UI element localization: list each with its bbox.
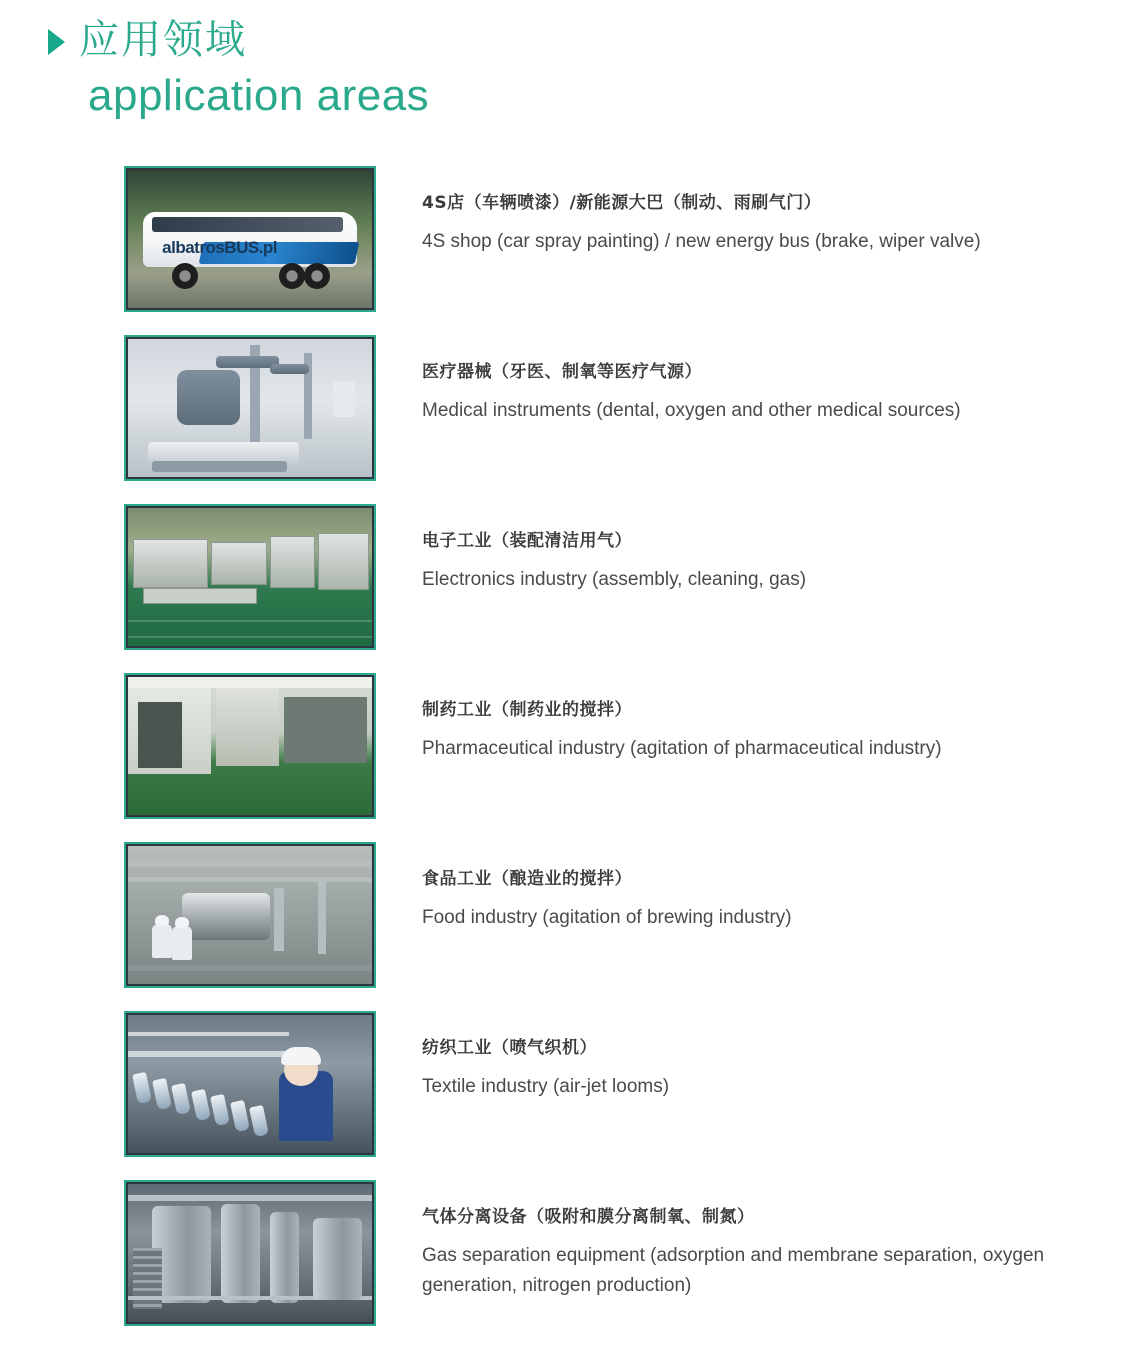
list-item <box>124 504 1142 652</box>
item-title-en: 4S shop (car spray painting) / new energy bus (brake, wiper valve) <box>422 231 981 253</box>
list-item <box>124 166 1142 314</box>
item-title-cn: 电子工业（装配清洁用气） <box>422 531 632 552</box>
item-text <box>422 842 792 932</box>
item-text <box>422 1011 669 1101</box>
page-title-cn: 应用领域 <box>79 17 247 63</box>
food-plant-photo <box>124 842 376 988</box>
title-row <box>48 18 1142 62</box>
item-text <box>422 166 981 256</box>
list-item <box>124 1180 1142 1328</box>
item-title-cn: 制药工业（制药业的搅拌） <box>422 700 632 721</box>
textile-mill-photo <box>124 1011 376 1157</box>
page-header <box>0 0 1142 120</box>
medical-equipment-photo <box>124 335 376 481</box>
item-text <box>422 504 806 594</box>
page-title-en: application areas <box>88 71 430 120</box>
application-areas-list <box>0 166 1142 1328</box>
gas-separation-plant-photo <box>124 1180 376 1326</box>
item-title-cn: 食品工业（酿造业的搅拌） <box>422 869 632 890</box>
list-item <box>124 673 1142 821</box>
item-title-en: Electronics industry (assembly, cleaning, gas) <box>422 569 807 591</box>
item-text <box>422 335 961 425</box>
list-item <box>124 842 1142 990</box>
item-title-cn: 医疗器械（牙医、制氧等医疗气源） <box>422 362 702 383</box>
list-item <box>124 1011 1142 1159</box>
triangle-right-icon <box>48 29 65 55</box>
item-title-en: Pharmaceutical industry (agitation of pharmaceutical industry) <box>422 738 942 760</box>
bus-photo <box>124 166 376 312</box>
item-title-cn: 4S店（车辆喷漆）/新能源大巴（制动、雨刷气门） <box>422 193 822 214</box>
pharmaceutical-plant-photo <box>124 673 376 819</box>
item-title-en: Gas separation equipment (adsorption and membrane separation, oxygen generation, nitrogen production) <box>422 1245 1045 1296</box>
electronics-factory-photo <box>124 504 376 650</box>
list-item <box>124 335 1142 483</box>
item-text <box>422 1180 1062 1300</box>
item-text <box>422 673 942 763</box>
item-title-cn: 纺织工业（喷气织机） <box>422 1038 597 1059</box>
item-title-en: Food industry (agitation of brewing industry) <box>422 907 792 929</box>
item-title-en: Medical instruments (dental, oxygen and other medical sources) <box>422 400 961 422</box>
item-title-en: Textile industry (air-jet looms) <box>422 1076 670 1098</box>
bus-photo-caption: albatrosBUS.pl <box>162 238 278 257</box>
item-title-cn: 气体分离设备（吸附和膜分离制氧、制氮） <box>422 1207 755 1228</box>
